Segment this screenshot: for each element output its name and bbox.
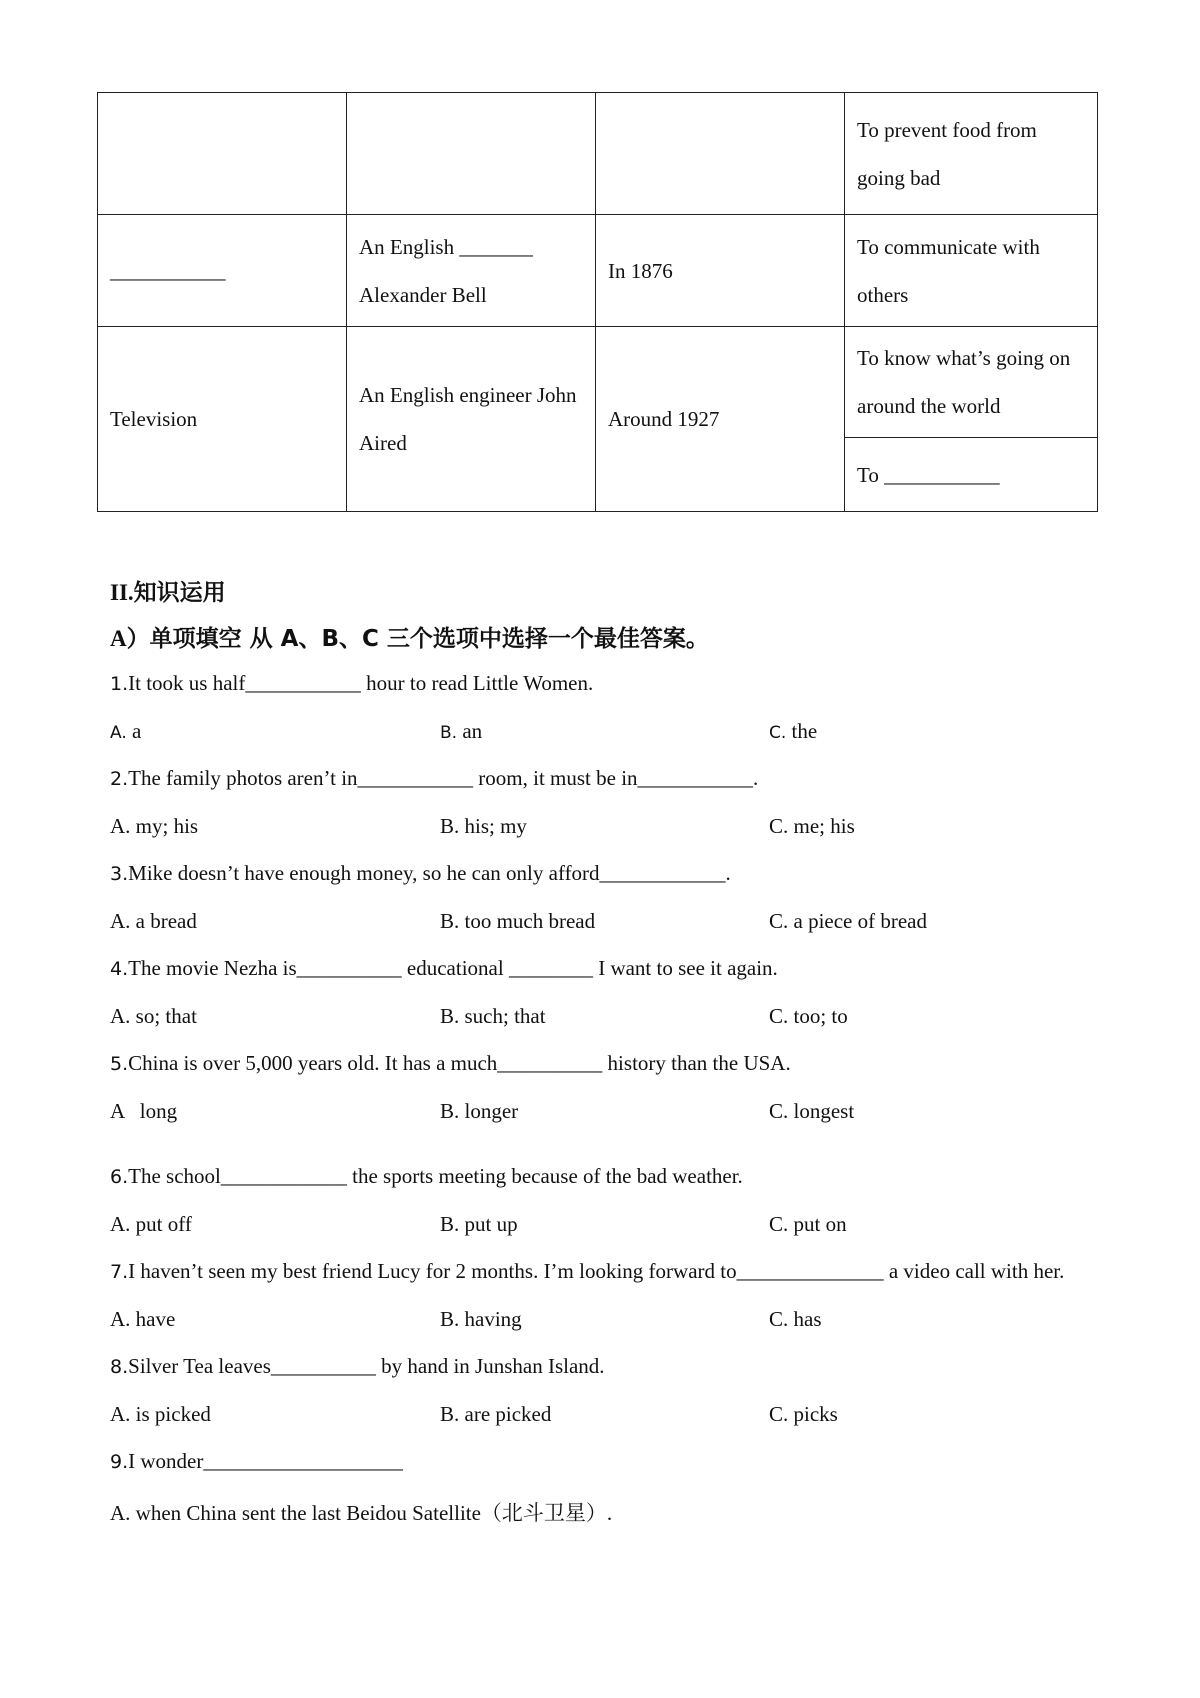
question-7-options: [110, 1307, 1110, 1337]
option-b[interactable]: B. are picked: [440, 1402, 552, 1426]
table-row: [98, 327, 1098, 438]
option-b[interactable]: B. longer: [440, 1099, 519, 1123]
option-a[interactable]: A. have: [110, 1307, 176, 1331]
table-cell: [98, 93, 347, 215]
option-a[interactable]: A. so; that: [110, 1004, 197, 1028]
question-9: 9.I wonder___________________: [110, 1449, 403, 1473]
question-7: 7.I haven’t seen my best friend Lucy for 2 months. I’m looking forward to______________ a video call with her.: [110, 1259, 1065, 1283]
section-subtitle: [110, 620, 709, 653]
question-6-options: [110, 1212, 1110, 1242]
use-cell: To communicate with others: [845, 215, 1098, 327]
option-c[interactable]: C. me; his: [769, 814, 855, 838]
option-b[interactable]: B. such; that: [440, 1004, 546, 1028]
option-a[interactable]: A long: [110, 1099, 178, 1123]
option-c[interactable]: C. longest: [769, 1099, 855, 1123]
option-a[interactable]: A. my; his: [110, 814, 199, 838]
option-a[interactable]: A. when China sent the last Beidou Satellite（北斗卫星）.: [110, 1501, 613, 1525]
inventor-line-1: An English _______: [359, 234, 533, 259]
question-4-options: [110, 1004, 1110, 1034]
inventor-cell: [347, 215, 596, 327]
invention-cell: Television: [98, 327, 347, 512]
inventions-table: [97, 92, 1098, 512]
question-3: 3.Mike doesn’t have enough money, so he can only afford____________.: [110, 861, 731, 885]
question-4: 4.The movie Nezha is__________ educational ________ I want to see it again.: [110, 956, 778, 980]
inventor-line-2: Alexander Bell: [359, 282, 487, 307]
question-8: 8.Silver Tea leaves__________ by hand in Junshan Island.: [110, 1354, 605, 1378]
section-name: 知识运用: [133, 580, 226, 606]
question-5: 5.China is over 5,000 years old. It has a much__________ history than the USA.: [110, 1051, 791, 1075]
section-number: II.: [110, 580, 134, 605]
question-1-options: [110, 719, 1110, 749]
time-cell: In 1876: [596, 215, 845, 327]
option-a[interactable]: A. is picked: [110, 1402, 211, 1426]
question-2: 2.The family photos aren’t in___________ room, it must be in___________.: [110, 766, 759, 790]
option-c[interactable]: C. picks: [769, 1402, 838, 1426]
use-blank-cell[interactable]: To ___________: [845, 438, 1098, 512]
question-2-options: [110, 814, 1110, 844]
option-a[interactable]: A. put off: [110, 1212, 192, 1236]
question-3-options: [110, 909, 1110, 939]
option-c[interactable]: C. a piece of bread: [769, 909, 928, 933]
section-title: [110, 574, 226, 607]
time-cell: Around 1927: [596, 327, 845, 512]
option-c[interactable]: C. too; to: [769, 1004, 848, 1028]
subtitle-letter: A: [110, 626, 127, 651]
option-a[interactable]: A. a bread: [110, 909, 197, 933]
use-cell: To know what’s going on around the world: [845, 327, 1098, 438]
table-cell: [347, 93, 596, 215]
table-cell: To prevent food from going bad: [845, 93, 1098, 215]
question-9-options: [110, 1497, 1110, 1527]
option-c[interactable]: C. has: [769, 1307, 822, 1331]
question-6: 6.The school____________ the sports meeting because of the bad weather.: [110, 1164, 743, 1188]
option-b[interactable]: B. put up: [440, 1212, 518, 1236]
option-b[interactable]: B. his; my: [440, 814, 527, 838]
invention-blank[interactable]: ___________: [98, 215, 347, 327]
table-cell: [596, 93, 845, 215]
table-row: [98, 215, 1098, 327]
table-row: [98, 93, 1098, 215]
option-b[interactable]: B. an: [440, 719, 483, 743]
option-a[interactable]: A. a: [110, 719, 142, 743]
option-b[interactable]: B. having: [440, 1307, 522, 1331]
question-1: 1.It took us half___________ hour to read Little Women.: [110, 671, 594, 695]
inventor-cell: An English engineer John Aired: [347, 327, 596, 512]
option-c[interactable]: C. put on: [769, 1212, 847, 1236]
question-5-options: [110, 1099, 1110, 1129]
option-c[interactable]: C. the: [769, 719, 818, 743]
option-b[interactable]: B. too much bread: [440, 909, 596, 933]
subtitle-text: ）单项填空 从 A、B、C 三个选项中选择一个最佳答案。: [126, 626, 709, 652]
question-8-options: [110, 1402, 1110, 1432]
